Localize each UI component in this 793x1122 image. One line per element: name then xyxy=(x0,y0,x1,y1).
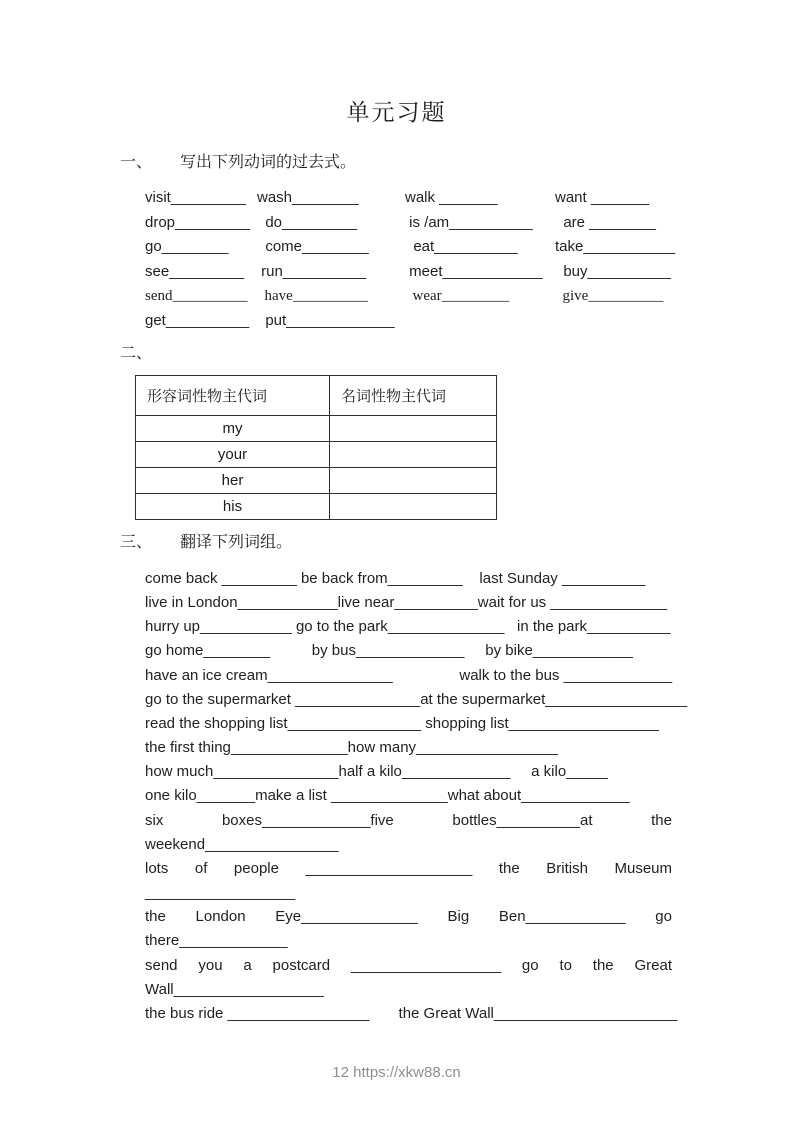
pronoun-table xyxy=(135,375,497,520)
verb-row xyxy=(145,235,793,260)
verb-blank: give__________ xyxy=(555,288,664,304)
phrase-line: the bus ride _________________ the Great Wall______________________ xyxy=(145,1004,678,1022)
verb-blank: visit_________ xyxy=(145,189,246,206)
verb-row xyxy=(145,309,793,334)
phrase-line: there_____________ xyxy=(145,932,288,950)
verb-blank xyxy=(555,309,793,334)
verb-blank xyxy=(405,309,555,334)
phrase-line: Wall__________________ xyxy=(145,980,324,998)
table-header-row xyxy=(136,376,497,416)
phrase-line: six boxes_____________five bottles__________at the xyxy=(145,811,672,829)
phrase-line: the London Eye______________ Big Ben____________ go xyxy=(145,908,672,926)
table-header-adjective-pronoun: 形容词性物主代词 xyxy=(136,376,330,416)
phrase-line: one kilo_______make a list ______________what about_____________ xyxy=(145,787,630,805)
verb-blank: see_________ xyxy=(145,262,245,280)
section1-number: 一、 xyxy=(120,154,153,171)
phrase-line: come back _________ be back from_________ last Sunday __________ xyxy=(145,570,646,587)
verb-blank: do_________ xyxy=(257,213,358,231)
phrase-line: hurry up___________ go to the park______________ in the park__________ xyxy=(145,618,671,636)
table-row xyxy=(136,442,497,468)
phrase-line: send you a postcard __________________ go to the Great xyxy=(145,956,672,974)
phrase-line: read the shopping list________________ shopping list__________________ xyxy=(145,714,659,732)
phrase-line: go home________ by bus_____________ by bike____________ xyxy=(145,642,633,660)
section3-title: 翻译下列词组。 xyxy=(180,534,293,551)
verb-blank: want _______ xyxy=(555,189,650,206)
phrase-line: the first thing______________how many_________________ xyxy=(145,739,558,757)
verb-blank: go________ xyxy=(145,238,229,255)
phrase-line: go to the supermarket _______________at the supermarket_________________ xyxy=(145,690,688,708)
pronoun-cell: your xyxy=(136,442,330,468)
table-row xyxy=(136,416,497,442)
verb-blank: buy__________ xyxy=(555,262,671,280)
phrase-line: live in London____________live near__________wait for us ______________ xyxy=(145,594,668,612)
verb-blank: come________ xyxy=(257,238,369,255)
verb-blank: meet____________ xyxy=(405,262,543,280)
verb-row xyxy=(145,284,793,309)
verb-blank: eat__________ xyxy=(405,238,518,255)
phrase-line: __________________ xyxy=(145,884,296,902)
section1-title: 写出下列动词的过去式。 xyxy=(180,154,357,171)
section1-heading xyxy=(120,149,793,172)
verb-blank: is /am__________ xyxy=(405,213,533,231)
verb-blank: get__________ xyxy=(145,311,250,329)
page-footer: 12 https://xkw88.cn xyxy=(332,1064,461,1081)
phrase-line: weekend________________ xyxy=(145,835,339,853)
verb-blank: send__________ xyxy=(145,288,248,304)
table-row xyxy=(136,468,497,494)
phrase-exercise xyxy=(145,567,688,1026)
verb-blank: have__________ xyxy=(257,288,368,304)
table-row xyxy=(136,494,497,520)
phrase-line: how much_______________half a kilo_____________ a kilo_____ xyxy=(145,763,608,781)
answer-cell xyxy=(330,442,497,468)
verb-row xyxy=(145,186,793,211)
phrase-line: have an ice cream_______________ walk to the bus _____________ xyxy=(145,666,673,684)
verb-row xyxy=(145,211,793,236)
verb-blank: wear_________ xyxy=(405,288,510,304)
answer-cell xyxy=(330,494,497,520)
verb-blank: are ________ xyxy=(555,213,656,231)
section3-number: 三、 xyxy=(120,534,153,551)
answer-cell xyxy=(330,468,497,494)
verb-exercise xyxy=(145,186,793,333)
pronoun-cell: his xyxy=(136,494,330,520)
verb-blank: wash________ xyxy=(257,189,359,206)
pronoun-cell: her xyxy=(136,468,330,494)
verb-blank: drop_________ xyxy=(145,213,251,231)
section3-heading xyxy=(120,529,793,552)
table-header-noun-pronoun: 名词性物主代词 xyxy=(330,376,497,416)
phrase-line: lots of people ____________________ the British Museum xyxy=(145,859,672,877)
verb-blank: take___________ xyxy=(555,238,676,255)
pronoun-cell: my xyxy=(136,416,330,442)
page-title: 单元习题 xyxy=(346,99,447,125)
verb-blank: walk _______ xyxy=(405,189,498,206)
verb-blank: put_____________ xyxy=(257,311,395,329)
section2-number: 二、 xyxy=(120,345,153,362)
verb-row xyxy=(145,260,793,285)
verb-blank: run__________ xyxy=(257,262,367,280)
section2-heading xyxy=(120,340,793,363)
answer-cell xyxy=(330,416,497,442)
